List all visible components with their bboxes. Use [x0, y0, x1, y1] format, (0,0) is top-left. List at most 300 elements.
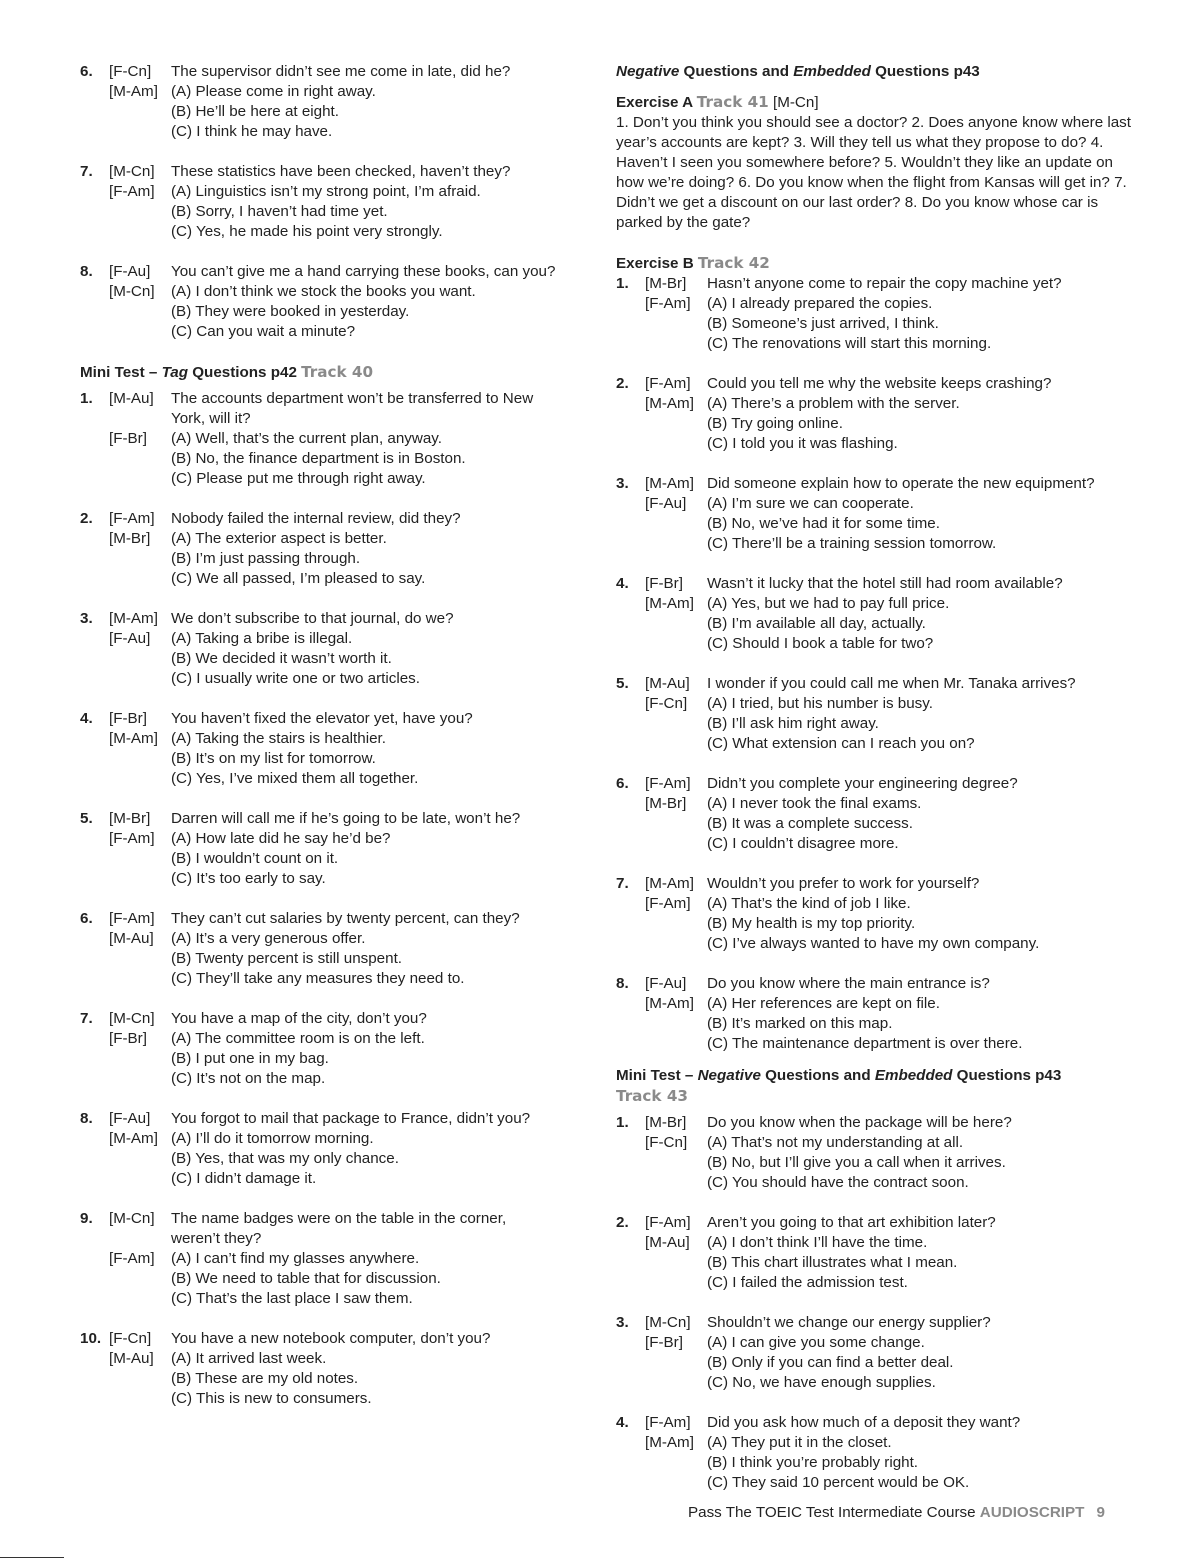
script-line	[616, 274, 1136, 294]
speaker-tag: [M-Cn]	[109, 163, 155, 180]
script-line	[616, 674, 1136, 694]
line-text: (A) Linguistics isn’t my strong point, I’m afraid.	[171, 183, 481, 200]
speaker-tag	[645, 534, 707, 554]
speaker-tag: [F-Br]	[645, 575, 683, 592]
script-line	[80, 969, 590, 989]
question-number	[616, 934, 645, 954]
speaker-tag	[109, 122, 171, 142]
exercise-a-heading: Exercise A Track 41 [M-Cn]	[616, 93, 819, 111]
script-line	[80, 1069, 590, 1089]
speaker-tag: [M-Am]	[645, 995, 694, 1012]
question-number	[616, 894, 645, 914]
script-line	[80, 529, 590, 549]
question-number: 8.	[80, 1110, 93, 1127]
question-number: 7.	[80, 163, 93, 180]
line-text: Darren will call me if he’s going to be late, won’t he?	[171, 810, 521, 827]
line-text: (A) How late did he say he’d be?	[171, 830, 391, 847]
question-item	[80, 609, 590, 689]
script-line	[80, 282, 590, 302]
script-line	[616, 794, 1136, 814]
line-text: (C) There’ll be a training session tomorrow.	[707, 535, 997, 552]
track-label: Track 40	[301, 363, 374, 381]
line-text: (A) That’s not my understanding at all.	[707, 1134, 964, 1151]
question-number	[80, 82, 109, 102]
line-text: These statistics have been checked, haven’t they?	[171, 163, 511, 180]
line-text: (C) Should I book a table for two?	[707, 635, 934, 652]
question-item	[80, 389, 590, 489]
script-line	[80, 62, 590, 82]
script-line	[616, 1173, 1136, 1193]
script-line	[80, 1009, 590, 1029]
script-line	[80, 1049, 590, 1069]
script-line	[616, 874, 1136, 894]
script-line	[80, 609, 590, 629]
question-number	[80, 122, 109, 142]
question-number: 9.	[80, 1210, 93, 1227]
question-item	[616, 374, 1136, 454]
script-line	[616, 894, 1136, 914]
line-text: Do you know when the package will be here?	[707, 1114, 1012, 1131]
speaker-tag: [M-Br]	[109, 810, 151, 827]
speaker-tag: [F-Au]	[109, 263, 151, 280]
line-text: (C) They’ll take any measures they need to.	[171, 970, 465, 987]
speaker-tag: [F-Am]	[645, 895, 691, 912]
question-number	[80, 969, 109, 989]
question-item	[616, 1413, 1136, 1493]
script-line	[80, 809, 590, 829]
question-number	[80, 829, 109, 849]
line-text: (A) The committee room is on the left.	[171, 1030, 425, 1047]
speaker-tag	[645, 334, 707, 354]
question-number	[616, 614, 645, 634]
speaker-tag: [M-Am]	[645, 875, 694, 892]
question-number	[616, 414, 645, 434]
script-line	[616, 594, 1136, 614]
line-text: (B) We decided it wasn’t worth it.	[171, 650, 392, 667]
speaker-tag	[645, 734, 707, 754]
script-line	[616, 1014, 1136, 1034]
question-number	[80, 282, 109, 302]
question-number	[80, 429, 109, 449]
question-number: 4.	[616, 575, 629, 592]
speaker-tag	[109, 1369, 171, 1389]
speaker-tag	[109, 1289, 171, 1309]
speaker-tag: [M-Am]	[109, 1130, 158, 1147]
question-number	[616, 1233, 645, 1253]
line-text: (B) I think you’re probably right.	[707, 1454, 919, 1471]
script-line	[80, 409, 590, 429]
script-line	[80, 1229, 590, 1249]
line-text: (C) Yes, he made his point very strongly.	[171, 223, 443, 240]
script-line	[616, 1034, 1136, 1054]
line-text: The name badges were on the table in the corner,	[171, 1210, 507, 1227]
speaker-tag	[645, 434, 707, 454]
speaker-tag	[645, 414, 707, 434]
line-text: You haven’t fixed the elevator yet, have you?	[171, 710, 473, 727]
question-number	[80, 769, 109, 789]
speaker-tag	[109, 302, 171, 322]
question-number	[616, 394, 645, 414]
section-title: Negative Questions and Embedded Questions p43	[616, 63, 980, 80]
script-line	[616, 614, 1136, 634]
line-text: You have a new notebook computer, don’t you?	[171, 1330, 491, 1347]
script-line	[616, 1213, 1136, 1233]
track-label: Track 42	[697, 254, 770, 272]
speaker-tag	[645, 1034, 707, 1054]
speaker-tag: [M-Br]	[109, 530, 151, 547]
page-number: 9	[1096, 1504, 1105, 1521]
script-line	[616, 494, 1136, 514]
question-item	[616, 774, 1136, 854]
question-item	[80, 1209, 590, 1309]
question-number	[616, 1014, 645, 1034]
script-line	[616, 914, 1136, 934]
line-text: (B) We need to table that for discussion.	[171, 1270, 441, 1287]
script-line	[80, 1249, 590, 1269]
script-line	[616, 294, 1136, 314]
speaker-tag: [F-Am]	[645, 1414, 691, 1431]
items-group	[80, 389, 590, 1409]
script-line	[80, 102, 590, 122]
question-number	[616, 1133, 645, 1153]
question-number: 1.	[616, 275, 629, 292]
speaker-tag: [F-Au]	[645, 975, 687, 992]
question-number	[616, 1473, 645, 1493]
line-text: (C) It’s not on the map.	[171, 1070, 326, 1087]
question-number	[80, 749, 109, 769]
script-line	[616, 714, 1136, 734]
line-text: (A) I’m sure we can cooperate.	[707, 495, 914, 512]
question-number: 7.	[80, 1010, 93, 1027]
script-line	[616, 934, 1136, 954]
line-text: (C) Can you wait a minute?	[171, 323, 356, 340]
speaker-tag: [F-Au]	[109, 1110, 151, 1127]
script-line	[80, 1369, 590, 1389]
script-line	[616, 1413, 1136, 1433]
question-number	[616, 914, 645, 934]
speaker-tag: [M-Au]	[109, 1350, 154, 1367]
script-line	[80, 869, 590, 889]
line-text: Wouldn’t you prefer to work for yourself?	[707, 875, 980, 892]
line-text: (C) I failed the admission test.	[707, 1274, 908, 1291]
script-line	[616, 774, 1136, 794]
line-text: Could you tell me why the website keeps crashing?	[707, 375, 1052, 392]
line-text: (C) We all passed, I’m pleased to say.	[171, 570, 426, 587]
line-text: Nobody failed the internal review, did they?	[171, 510, 461, 527]
script-line	[616, 834, 1136, 854]
script-line	[616, 394, 1136, 414]
script-line	[616, 1333, 1136, 1353]
speaker-tag	[109, 202, 171, 222]
speaker-tag	[109, 102, 171, 122]
divider	[0, 1557, 64, 1558]
line-text: (C) No, we have enough supplies.	[707, 1374, 936, 1391]
question-number: 6.	[80, 63, 93, 80]
script-line	[80, 449, 590, 469]
speaker-tag: [F-Am]	[645, 295, 691, 312]
script-line	[80, 1109, 590, 1129]
script-line	[80, 1389, 590, 1409]
speaker-tag: [M-Am]	[645, 475, 694, 492]
line-text: York, will it?	[171, 410, 251, 427]
script-line	[80, 1349, 590, 1369]
script-line	[616, 314, 1136, 334]
question-number	[80, 302, 109, 322]
question-number	[616, 314, 645, 334]
line-text: (B) No, we’ve had it for some time.	[707, 515, 940, 532]
question-item	[616, 274, 1136, 354]
speaker-tag: [F-Am]	[645, 1214, 691, 1231]
speaker-tag	[109, 449, 171, 469]
speaker-tag	[645, 614, 707, 634]
line-text: (A) It arrived last week.	[171, 1350, 327, 1367]
line-text: (A) I tried, but his number is busy.	[707, 695, 933, 712]
speaker-tag	[109, 549, 171, 569]
line-text: (B) No, but I’ll give you a call when it arrives.	[707, 1154, 1006, 1171]
line-text: (C) I couldn’t disagree more.	[707, 835, 899, 852]
question-number	[616, 1353, 645, 1373]
speaker-tag: [M-Cn]	[645, 1314, 691, 1331]
speaker-tag	[109, 649, 171, 669]
question-number	[80, 949, 109, 969]
speaker-tag: [M-Br]	[645, 1114, 687, 1131]
script-line	[80, 949, 590, 969]
script-line	[616, 1433, 1136, 1453]
script-line	[616, 434, 1136, 454]
question-number	[80, 1289, 109, 1309]
script-line	[616, 694, 1136, 714]
speaker-tag: [F-Am]	[109, 910, 155, 927]
line-text: (B) I put one in my bag.	[171, 1050, 329, 1067]
line-text: (B) Someone’s just arrived, I think.	[707, 315, 939, 332]
line-text: Did you ask how much of a deposit they want?	[707, 1414, 1021, 1431]
question-number	[80, 102, 109, 122]
script-line	[80, 729, 590, 749]
line-text: Didn’t you complete your engineering degree?	[707, 775, 1018, 792]
line-text: Shouldn’t we change our energy supplier?	[707, 1314, 991, 1331]
script-line	[80, 509, 590, 529]
speaker-tag: [M-Au]	[109, 390, 154, 407]
script-line	[80, 162, 590, 182]
question-number	[616, 494, 645, 514]
items-group	[80, 62, 590, 342]
page-footer: Pass The TOEIC Test Intermediate Course AUDIOSCRIPT 9	[688, 1504, 1105, 1521]
speaker-tag: [F-Au]	[645, 495, 687, 512]
exercise-a-text: 1. Don’t you think you should see a doctor? 2. Does anyone know where last year’s accounts are kept? 3. Will they tell us what they propose to do? 4. Haven’t I seen you somewhere before? 5. Wouldn’t they like an update on how we’re doing? 6. Do you know when the flight from Kansas will get in? 7. Didn’t we get a discount on our last order? 8. Do you know whose car is parked by the gate?	[616, 114, 1131, 231]
line-text: (B) I’ll ask him right away.	[707, 715, 879, 732]
line-text: (C) That’s the last place I saw them.	[171, 1290, 413, 1307]
script-line	[616, 1113, 1136, 1133]
speaker-tag: [F-Am]	[645, 375, 691, 392]
script-line	[80, 849, 590, 869]
line-text: (B) It was a complete success.	[707, 815, 913, 832]
speaker-tag: [M-Am]	[109, 610, 158, 627]
line-text: The supervisor didn’t see me come in late, did he?	[171, 63, 511, 80]
speaker-tag	[109, 949, 171, 969]
speaker-tag: [F-Cn]	[109, 1330, 152, 1347]
question-number	[616, 334, 645, 354]
speaker-tag	[645, 1153, 707, 1173]
line-text: (A) Well, that’s the current plan, anyway.	[171, 430, 442, 447]
speaker-tag: [M-Br]	[645, 795, 687, 812]
right-column	[616, 62, 1136, 1513]
items-group	[616, 274, 1136, 1054]
line-text: They can’t cut salaries by twenty percent, can they?	[171, 910, 520, 927]
script-line	[616, 1233, 1136, 1253]
question-number: 7.	[616, 875, 629, 892]
line-text: (C) The maintenance department is over there.	[707, 1035, 1023, 1052]
speaker-tag: [F-Br]	[109, 710, 147, 727]
speaker-tag	[109, 1049, 171, 1069]
question-item	[80, 809, 590, 889]
line-text: (A) The exterior aspect is better.	[171, 530, 387, 547]
line-text: (A) I can give you some change.	[707, 1334, 925, 1351]
speaker-tag	[109, 749, 171, 769]
speaker-tag: [M-Au]	[645, 1234, 690, 1251]
speaker-tag	[645, 1373, 707, 1393]
speaker-tag: [F-Au]	[109, 630, 151, 647]
line-text: (A) They put it in the closet.	[707, 1434, 892, 1451]
question-number	[80, 529, 109, 549]
script-line	[80, 1209, 590, 1229]
question-item	[616, 474, 1136, 554]
line-text: (B) It’s on my list for tomorrow.	[171, 750, 376, 767]
script-line	[616, 734, 1136, 754]
script-line	[80, 929, 590, 949]
question-number	[80, 1349, 109, 1369]
question-number	[80, 222, 109, 242]
line-text: (A) I can’t find my glasses anywhere.	[171, 1250, 420, 1267]
line-text: (B) I wouldn’t count on it.	[171, 850, 339, 867]
question-number	[80, 569, 109, 589]
script-line	[616, 994, 1136, 1014]
question-number: 3.	[616, 475, 629, 492]
speaker-tag: [F-Am]	[109, 830, 155, 847]
speaker-tag	[645, 1353, 707, 1373]
speaker-tag	[109, 1149, 171, 1169]
speaker-tag	[645, 814, 707, 834]
script-line	[80, 1149, 590, 1169]
script-line	[616, 1373, 1136, 1393]
script-line	[80, 1289, 590, 1309]
script-line	[616, 974, 1136, 994]
line-text: (A) I never took the final exams.	[707, 795, 922, 812]
question-item	[80, 162, 590, 242]
line-text: (A) Taking a bribe is illegal.	[171, 630, 353, 647]
mini-test-negative-heading: Mini Test – Negative Questions and Embedded Questions p43 Track 43	[616, 1067, 1062, 1105]
question-number	[616, 634, 645, 654]
speaker-tag	[109, 1269, 171, 1289]
question-item	[616, 1313, 1136, 1393]
line-text: (C) I usually write one or two articles.	[171, 670, 420, 687]
speaker-tag: [F-Cn]	[645, 695, 688, 712]
items-group	[616, 1113, 1136, 1493]
speaker-tag: [F-Br]	[109, 1030, 147, 1047]
script-line	[80, 202, 590, 222]
question-number	[80, 1149, 109, 1169]
question-number	[616, 434, 645, 454]
question-number: 5.	[616, 675, 629, 692]
script-line	[80, 1129, 590, 1149]
script-line	[616, 474, 1136, 494]
question-number	[80, 1369, 109, 1389]
script-line	[80, 389, 590, 409]
speaker-tag: [F-Am]	[109, 510, 155, 527]
question-number	[616, 694, 645, 714]
line-text: (B) Try going online.	[707, 415, 843, 432]
script-line	[80, 629, 590, 649]
track-label: Track 41	[696, 93, 769, 111]
line-text: (C) Please put me through right away.	[171, 470, 426, 487]
speaker-tag	[109, 322, 171, 342]
line-text: I wonder if you could call me when Mr. Tanaka arrives?	[707, 675, 1076, 692]
speaker-tag	[109, 469, 171, 489]
script-line	[616, 1473, 1136, 1493]
script-line	[616, 814, 1136, 834]
question-number	[80, 322, 109, 342]
script-line	[80, 549, 590, 569]
line-text: (A) That’s the kind of job I like.	[707, 895, 911, 912]
question-number: 8.	[80, 263, 93, 280]
question-item	[80, 62, 590, 142]
question-number	[616, 714, 645, 734]
speaker-tag	[645, 1253, 707, 1273]
speaker-tag	[645, 1453, 707, 1473]
speaker-tag: [F-Cn]	[645, 1134, 688, 1151]
question-number: 3.	[80, 610, 93, 627]
question-number: 6.	[616, 775, 629, 792]
speaker-tag: [F-Br]	[109, 430, 147, 447]
line-text: (B) Twenty percent is still unspent.	[171, 950, 403, 967]
question-number	[616, 514, 645, 534]
speaker-tag: [M-Cn]	[109, 283, 155, 300]
script-line	[616, 1453, 1136, 1473]
script-line	[616, 1253, 1136, 1273]
speaker-tag: [F-Am]	[645, 775, 691, 792]
speaker-tag	[109, 1389, 171, 1409]
speaker-tag	[645, 1273, 707, 1293]
speaker-tag	[109, 869, 171, 889]
speaker-tag: [M-Am]	[109, 730, 158, 747]
script-line	[616, 374, 1136, 394]
question-number	[616, 534, 645, 554]
question-number	[80, 409, 109, 429]
line-text: (B) I’m available all day, actually.	[707, 615, 926, 632]
script-line	[80, 322, 590, 342]
line-text: (C) What extension can I reach you on?	[707, 735, 975, 752]
question-number	[616, 1453, 645, 1473]
line-text: (B) They were booked in yesterday.	[171, 303, 410, 320]
question-number: 4.	[80, 710, 93, 727]
script-line	[80, 769, 590, 789]
question-item	[616, 674, 1136, 754]
line-text: (C) This is new to consumers.	[171, 1390, 372, 1407]
question-number	[80, 1069, 109, 1089]
exercise-b-heading: Exercise B Track 42	[616, 254, 770, 272]
line-text: (C) It’s too early to say.	[171, 870, 326, 887]
question-item	[616, 574, 1136, 654]
script-line	[616, 1353, 1136, 1373]
line-text: (B) These are my old notes.	[171, 1370, 359, 1387]
speaker-tag: [F-Br]	[645, 1334, 683, 1351]
question-number	[80, 202, 109, 222]
line-text: (A) Yes, but we had to pay full price.	[707, 595, 950, 612]
question-item	[616, 874, 1136, 954]
question-number	[80, 1049, 109, 1069]
question-number	[80, 649, 109, 669]
line-text: (B) Sorry, I haven’t had time yet.	[171, 203, 388, 220]
script-line	[616, 1133, 1136, 1153]
